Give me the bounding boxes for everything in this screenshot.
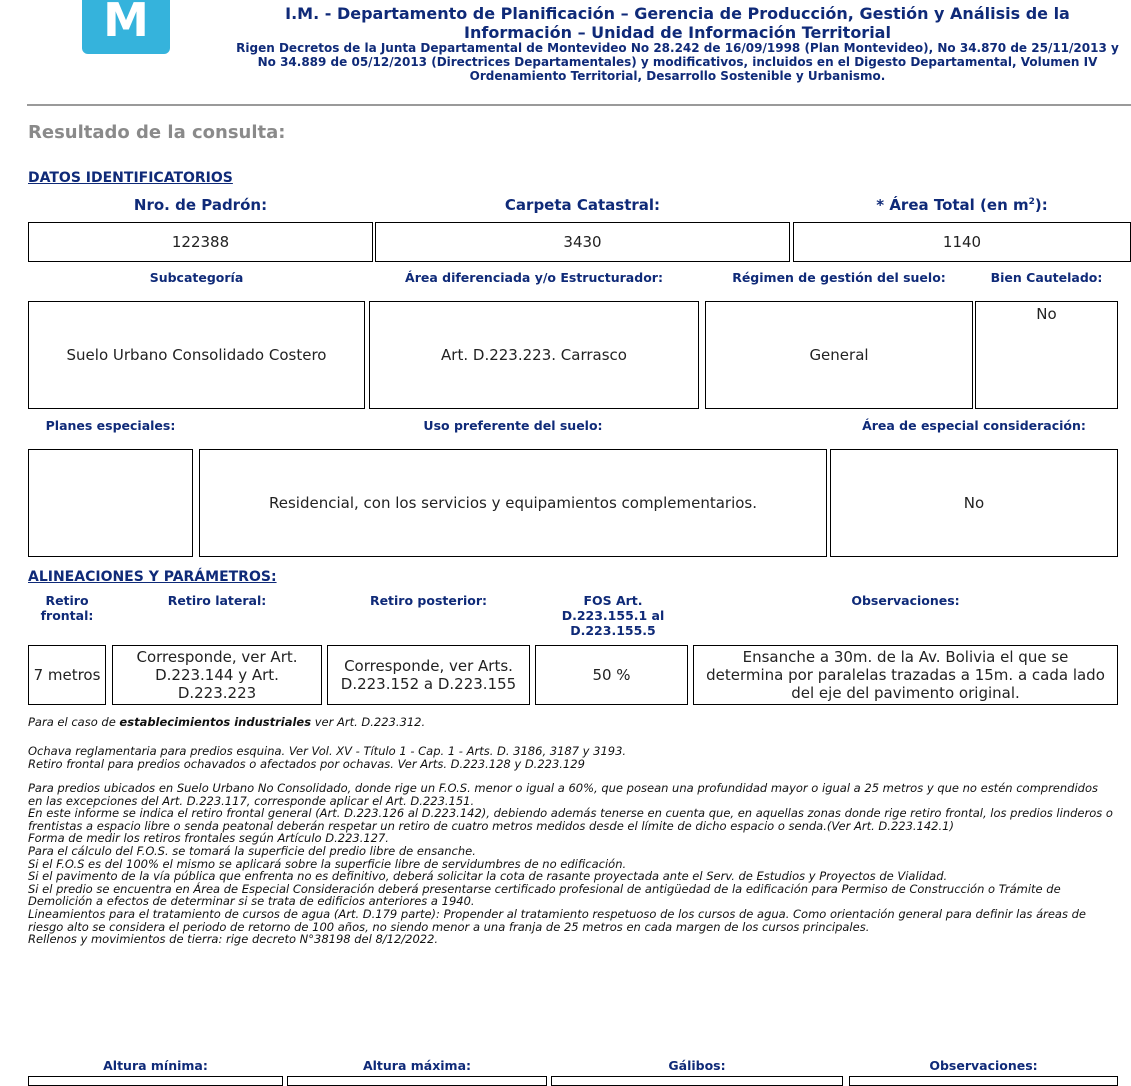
posterior-label: Retiro posterior: [369, 593, 488, 608]
note-item: Si el F.O.S es del 100% el mismo se aplicará sobre la superficie libre de servidumbres de no edificación. [28, 856, 627, 871]
posterior-value: Corresponde, ver Arts. D.223.152 a D.223.155 [327, 645, 530, 705]
header-divider [27, 104, 1131, 106]
note-item: Si el predio se encuentra en Área de Especial Consideración deberá presentarse certificado profesional de antigüedad de la edificación para Permiso de Construcción o Trámite de Demolición a efectos de determinar si se trata de edificios anteriores a 1940. [28, 881, 1061, 909]
area-label: * Área Total (en $m^2$): [876, 196, 1048, 214]
industrial-note: Para el caso de establecimientos industriales ver Art. D.223.312. [28, 715, 426, 729]
obs-label: Observaciones: [851, 593, 960, 608]
alturas-obs-value [849, 1076, 1118, 1086]
altura-maxima-label: Altura máxima: [362, 1058, 472, 1073]
bien-label: Bien Cautelado: [990, 270, 1103, 285]
galibos-label: Gálibos: [668, 1058, 726, 1073]
note-item: Lineamientos para el tratamiento de cursos de agua (Art. D.179 parte): Propender al tratamiento respetuoso de los cursos de agua. Como orientación general para definir las áreas de riesgo alto se considera el periodo de retorno de 100 años, no siendo menor a una franja de 25 metros en cada margen de los cursos principales. [28, 906, 1086, 934]
subcat-value: Suelo Urbano Consolidado Costero [28, 301, 365, 409]
altura-minima-value [28, 1076, 283, 1086]
areadif-label: Área diferenciada y/o Estructurador: [405, 270, 663, 285]
lateral-label: Retiro lateral: [167, 593, 267, 608]
section-datos-title: DATOS IDENTIFICATORIOS [28, 170, 233, 186]
especial-label: Área de especial consideración: [862, 418, 1086, 433]
galibos-value [551, 1076, 843, 1086]
notes-group-1 [28, 745, 1113, 770]
note-item: Rellenos y movimientos de tierra: rige decreto N°38198 del 8/12/2022. [28, 932, 439, 947]
lateral-value: Corresponde, ver Art. D.223.144 y Art. D.223.223 [112, 645, 322, 705]
note-item: Si el pavimento de la vía pública que enfrenta no es definitivo, deberá solicitar la cota de rasante proyectada ante el Serv. de Estudios y Proyectos de Vialidad. [28, 869, 948, 884]
planes-value [28, 449, 193, 557]
area-value: 1140 [793, 222, 1131, 262]
padron-value: 122388 [28, 222, 373, 262]
note-item: Para el cálculo del F.O.S. se tomará la superficie del predio libre de ensanche. [28, 843, 476, 858]
im-logo: M [82, 0, 170, 54]
note-retiro-ochavados: Retiro frontal para predios ochavados o afectados por ochavas. Ver Arts. D.223.128 y D.223.129 [28, 756, 585, 771]
carpeta-value: 3430 [375, 222, 790, 262]
header-title: I.M. - Departamento de Planificación – Gerencia de Producción, Gestión y Análisis de la Información – Unidad de Información Territorial [285, 4, 1070, 42]
obs-value: Ensanche a 30m. de la Av. Bolivia el que se determina por paralelas trazadas a 15m. a cada lado del eje del pavimento original. [693, 645, 1118, 705]
note-ochava: Ochava reglamentaria para predios esquina. Ver Vol. XV - Título 1 - Cap. 1 - Arts. D. 3186, 3187 y 3193. [28, 744, 627, 758]
header-decree: Rigen Decretos de la Junta Departamental de Montevideo No 28.242 de 16/09/1998 (Plan Montevideo), No 34.870 de 25/11/2013 y No 34.889 de 05/12/2013 (Directrices Departamentales) y modificativos, incluidos en el Digesto Departamental, Volumen IV Ordenamiento Territorial, Desarrollo Sostenible y Urbanismo. [236, 41, 1119, 83]
frontal-label: Retiro frontal: [40, 593, 94, 623]
carpeta-label: Carpeta Catastral: [504, 196, 661, 214]
note-item: En este informe se indica el retiro frontal general (Art. D.223.126 al D.223.142), debiendo además tenerse en cuenta que, en aquellas zonas donde rige retiro frontal, los predios linderos o frentistas a espacio libre o senda peatonal deberán respetar un retiro de cuatro metros medidos desde el límite de dicho espacio o senda.(Ver Art. D.223.142.1) [28, 806, 1113, 833]
altura-minima-label: Altura mínima: [103, 1058, 208, 1073]
frontal-value: 7 metros [28, 645, 106, 705]
subcat-label: Subcategoría [149, 270, 244, 285]
areadif-value: Art. D.223.223. Carrasco [369, 301, 699, 409]
fos-label: FOS Art. D.223.155.1 al D.223.155.5 [561, 593, 665, 638]
planes-label: Planes especiales: [45, 418, 176, 433]
fos-value: 50 % [535, 645, 688, 705]
uso-value: Residencial, con los servicios y equipamientos complementarios. [199, 449, 827, 557]
alturas-obs-label: Observaciones: [929, 1058, 1038, 1073]
section-alineaciones-title: ALINEACIONES Y PARÁMETROS: [28, 569, 277, 585]
notes-group-2 [28, 782, 1113, 946]
result-title: Resultado de la consulta: [28, 122, 286, 143]
padron-label: Nro. de Padrón: [133, 196, 268, 214]
bien-value: No [975, 301, 1118, 409]
altura-maxima-value [287, 1076, 547, 1086]
uso-label: Uso preferente del suelo: [423, 418, 603, 433]
especial-value: No [830, 449, 1118, 557]
note-item: Para predios ubicados en Suelo Urbano No Consolidado, donde rige un F.O.S. menor o igual a 60%, que posean una profundidad mayor o igual a 25 metros y que no estén comprendidos en las excepciones del Art. D.223.117, corresponde aplicar el Art. D.223.151. [28, 781, 1098, 808]
regimen-label: Régimen de gestión del suelo: [732, 270, 946, 285]
regimen-value: General [705, 301, 973, 409]
note-item: Forma de medir los retiros frontales según Artículo D.223.127. [28, 831, 389, 846]
